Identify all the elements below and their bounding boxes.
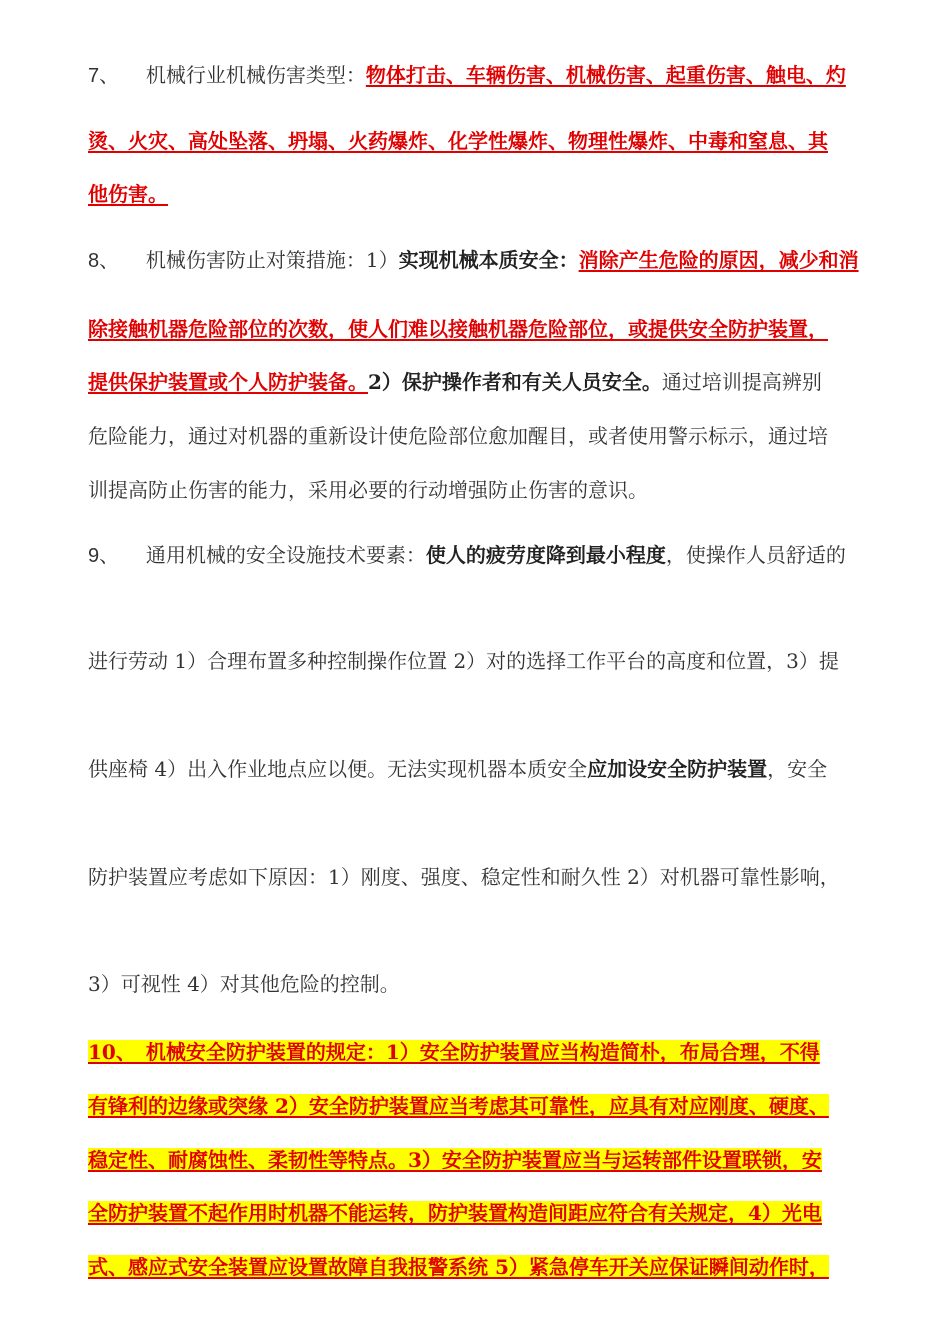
item-10-line-5 (88, 1254, 888, 1280)
item-10-line-2 (88, 1093, 888, 1119)
bold-text: 应加设安全防护装置 (587, 757, 768, 781)
item-10-line-4 (88, 1200, 888, 1226)
yellow-highlight-text: 稳定性、耐腐蚀性、柔韧性等特点。3）安全防护装置应当与运转部件设置联锁，安 (88, 1148, 822, 1172)
yellow-highlight-text: 10、 机械安全防护装置的规定：1）安全防护装置应当构造简朴，布局合理，不得 (88, 1040, 820, 1064)
body-text: 危险能力，通过对机器的重新设计使危险部位愈加醒目，或者使用警示标示，通过培 (88, 424, 828, 448)
body-text: 进行劳动 1）合理布置多种控制操作位置 2）对的选择工作平台的高度和位置，3）提 (88, 649, 839, 673)
highlight-text: 烫、火灾、高处坠落、坍塌、火药爆炸、化学性爆炸、物理性爆炸、中毒和窒息、其 (88, 129, 828, 153)
item-label: 机械伤害防止对策措施：1） (145, 248, 399, 272)
highlight-text: 除接触机器危险部位的次数，使人们难以接触机器危险部位，或提供安全防护装置， (88, 317, 828, 341)
body-text: 3）可视性 4）对其他危险的控制。 (88, 972, 400, 996)
item-7-line-1 (88, 62, 888, 89)
yellow-highlight-text: 全防护装置不起作用时机器不能运转，防护装置构造间距应符合有关规定，4）光电 (88, 1201, 822, 1225)
highlight-text: 提供保护装置或个人防护装备。 (88, 370, 368, 394)
bold-text: 保护操作者和有关人员安全。 (401, 370, 662, 394)
item-label: 通用机械的安全设施技术要素： (145, 543, 426, 567)
body-text: 供座椅 4）出入作业地点应以便。无法实现机器本质安全 (88, 757, 588, 781)
body-text: ，安全 (767, 757, 828, 781)
bold-text: 2） (368, 370, 402, 394)
body-text: 通过培训提高辨别 (661, 370, 822, 394)
yellow-highlight-text: 有锋利的边缘或突缘 2）安全防护装置应当考虑其可靠性，应具有对应刚度、硬度、 (88, 1094, 829, 1118)
item-8-line-1 (88, 247, 888, 274)
item-7-line-2 (88, 128, 888, 154)
item-8-line-3 (88, 369, 888, 395)
item-10-line-1 (88, 1039, 888, 1065)
item-label: 机械行业机械伤害类型： (145, 63, 366, 87)
item-number: 9、 (88, 545, 120, 567)
item-9-line-4 (88, 864, 888, 890)
bold-text: 使人的疲劳度降到最小程度 (425, 543, 666, 567)
item-8-line-2 (88, 316, 888, 342)
item-number: 8、 (88, 250, 120, 272)
bold-text: 实现机械本质安全： (398, 248, 579, 272)
body-text: ，使操作人员舒适的 (665, 543, 846, 567)
item-7-line-3 (88, 181, 888, 207)
item-number: 7、 (88, 65, 120, 87)
highlight-text: 消除产生危险的原因，减少和消 (578, 248, 859, 272)
item-9-line-3 (88, 756, 888, 782)
body-text: 防护装置应考虑如下原因：1）刚度、强度、稳定性和耐久性 2）对机器可靠性影响， (88, 865, 840, 889)
item-8-line-4 (88, 423, 888, 449)
highlight-text: 物体打击、车辆伤害、机械伤害、起重伤害、触电、灼 (365, 63, 846, 87)
body-text: 训提高防止伤害的能力，采用必要的行动增强防止伤害的意识。 (88, 478, 648, 502)
highlight-text: 他伤害。 (88, 182, 168, 206)
item-9-line-5 (88, 971, 888, 997)
item-10-line-3 (88, 1147, 888, 1173)
yellow-highlight-text: 式、感应式安全装置应设置故障自我报警系统 5）紧急停车开关应保证瞬间动作时， (88, 1255, 829, 1279)
item-8-line-5 (88, 477, 888, 503)
item-9-line-2 (88, 648, 888, 674)
item-9-line-1 (88, 542, 888, 569)
